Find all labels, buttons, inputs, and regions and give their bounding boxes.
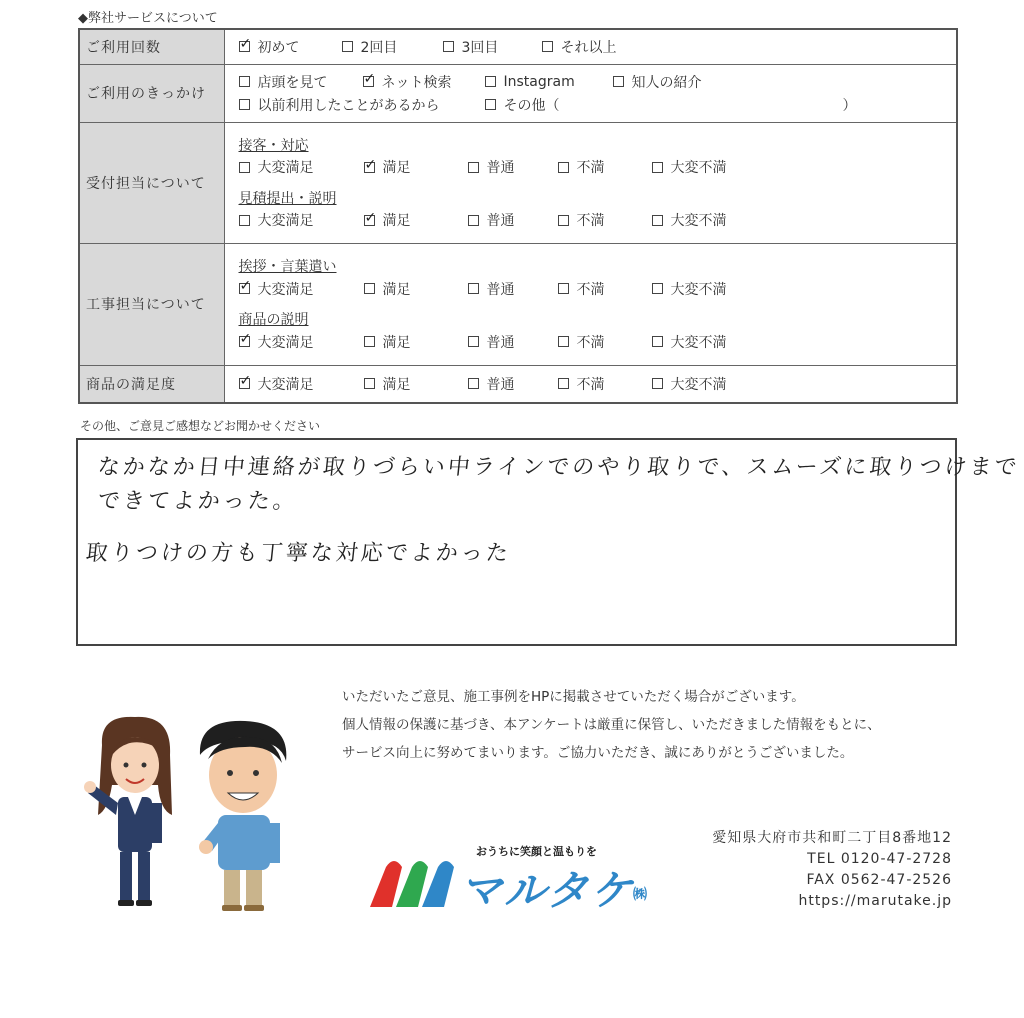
checkbox-icon[interactable]: [558, 215, 569, 226]
checkbox-option[interactable]: [364, 374, 468, 394]
checkbox-option[interactable]: [468, 157, 558, 177]
checkbox-option[interactable]: [364, 210, 468, 230]
construction-options: [224, 243, 957, 365]
checkbox-option[interactable]: [652, 279, 727, 299]
option-label: 2回目: [360, 39, 398, 56]
reception-options: [224, 122, 957, 243]
logo-suffix: ㈱: [633, 887, 647, 903]
option-label: 普通: [486, 376, 515, 393]
checkbox-icon[interactable]: [364, 336, 375, 347]
checked-box-icon[interactable]: [364, 162, 375, 173]
checkbox-option[interactable]: [239, 37, 342, 57]
checkbox-option[interactable]: [558, 210, 652, 230]
checkbox-option[interactable]: [239, 210, 364, 230]
checkbox-option[interactable]: [443, 37, 542, 57]
checkbox-icon[interactable]: [558, 378, 569, 389]
checked-box-icon[interactable]: [363, 76, 374, 87]
option-label: ネット検索: [381, 74, 452, 91]
checked-box-icon[interactable]: [364, 215, 375, 226]
checkbox-option[interactable]: [364, 279, 468, 299]
trigger-options: [224, 64, 957, 122]
checkbox-option[interactable]: [485, 95, 685, 115]
checkbox-option[interactable]: [239, 95, 485, 115]
option-label: 3回目: [461, 39, 499, 56]
checkbox-icon[interactable]: [239, 162, 250, 173]
sub-heading: 見積提出・説明: [238, 190, 337, 207]
option-label: 普通: [486, 281, 515, 298]
logo-name: マルタケ: [460, 867, 635, 914]
option-label: 満足: [382, 334, 411, 351]
checkbox-option[interactable]: [239, 72, 363, 92]
other-close-paren: ）: [842, 97, 857, 114]
man-character-icon: [199, 721, 286, 911]
product-row: [79, 365, 957, 403]
option-label: 普通: [486, 213, 515, 229]
row-label: ご利用回数: [79, 29, 224, 64]
option-label: 不満: [576, 376, 605, 393]
checkbox-option[interactable]: [652, 374, 727, 394]
comment-box: [76, 438, 1021, 646]
checkbox-option[interactable]: [558, 157, 652, 177]
address-line: 愛知県大府市共和町二丁目8番地12: [712, 830, 952, 846]
checkbox-option[interactable]: [239, 157, 364, 177]
product-options: [224, 365, 957, 403]
option-label: 不満: [576, 334, 605, 351]
option-label: 満足: [382, 160, 411, 176]
checkbox-icon[interactable]: [364, 378, 375, 389]
comment-label: その他、ご意見ご感想などお聞かせください: [80, 419, 321, 433]
checkbox-icon[interactable]: [468, 215, 479, 226]
checkbox-option[interactable]: [558, 279, 652, 299]
logo-m-icon: [370, 861, 454, 907]
option-label: 大変不満: [670, 281, 727, 298]
option-label: 不満: [576, 160, 605, 176]
row-label: 商品の満足度: [79, 365, 224, 403]
checkbox-icon[interactable]: [652, 283, 663, 294]
option-label: 大変不満: [670, 334, 727, 351]
checkbox-option[interactable]: [652, 210, 727, 230]
option-label: その他（: [503, 97, 560, 114]
notice-line: サービス向上に努めてまいります。ご協力いただき、誠にありがとうございました。: [342, 745, 854, 761]
sub-heading: 挨拶・言葉遣い: [238, 259, 337, 275]
survey-table: [78, 28, 958, 404]
option-label: 不満: [576, 213, 605, 229]
notice-text: [342, 683, 881, 767]
checkbox-option[interactable]: [613, 72, 733, 92]
checkbox-option[interactable]: [342, 37, 443, 57]
checkbox-option[interactable]: [363, 72, 485, 92]
option-label: 大変不満: [670, 213, 727, 229]
row-label: 受付担当について: [79, 122, 224, 243]
row-label: 工事担当について: [79, 243, 224, 365]
checkbox-option[interactable]: [239, 279, 364, 299]
notice-line: いただいたご意見、施工事例をHPに掲載させていただく場合がございます。: [342, 689, 805, 705]
option-label: それ以上: [560, 39, 617, 56]
woman-character-icon: [84, 717, 172, 906]
checkbox-option[interactable]: [468, 332, 558, 352]
option-label: 不満: [576, 281, 605, 298]
checked-box-icon[interactable]: [239, 283, 250, 294]
option-label: 大変満足: [257, 376, 314, 393]
construction-row: [79, 243, 957, 365]
checkbox-option[interactable]: [558, 374, 652, 394]
option-label: 初めて: [257, 39, 300, 56]
staff-illustration: [80, 715, 310, 915]
option-label: 大変満足: [257, 160, 314, 176]
comment-line: なかなか日中連絡が取りづらい中ラインでのやり取りで、スムーズに取りつけまで: [96, 455, 1021, 480]
tel: TEL 0120-47-2728: [807, 851, 952, 867]
option-label: 以前利用したことがあるから: [257, 97, 440, 114]
checkbox-icon[interactable]: [342, 41, 353, 52]
option-label: 満足: [382, 376, 411, 393]
checkbox-icon[interactable]: [468, 283, 479, 294]
checkbox-option[interactable]: [485, 74, 613, 90]
usage-count-options: [224, 29, 957, 64]
option-label: 満足: [382, 213, 411, 229]
logo-tagline: おうちに笑顔と温もりを: [476, 845, 597, 858]
checkbox-icon[interactable]: [468, 336, 479, 347]
checkbox-option[interactable]: [239, 374, 364, 394]
option-label: 大変満足: [257, 281, 314, 298]
checkbox-icon[interactable]: [485, 99, 496, 110]
checkbox-icon[interactable]: [239, 76, 250, 87]
checkbox-option[interactable]: [558, 332, 652, 352]
checkbox-icon[interactable]: [468, 162, 479, 173]
checkbox-icon[interactable]: [443, 41, 454, 52]
checkbox-icon[interactable]: [239, 99, 250, 110]
checkbox-icon[interactable]: [558, 283, 569, 294]
checkbox-icon[interactable]: [652, 378, 663, 389]
checkbox-icon[interactable]: [613, 76, 624, 87]
checked-box-icon[interactable]: [239, 378, 250, 389]
checkbox-icon[interactable]: [542, 41, 553, 52]
checkbox-option[interactable]: [652, 157, 727, 177]
section-title: ◆弊社サービスについて: [78, 11, 218, 26]
checkbox-icon[interactable]: [364, 283, 375, 294]
checkbox-icon[interactable]: [558, 162, 569, 173]
checkbox-icon[interactable]: [558, 336, 569, 347]
checkbox-icon[interactable]: [652, 162, 663, 173]
row-label: ご利用のきっかけ: [79, 64, 224, 122]
reception-row: [79, 122, 957, 243]
company-address: [712, 828, 952, 912]
checkbox-option[interactable]: [364, 332, 468, 352]
option-label: Instagram: [503, 73, 575, 90]
checkbox-option[interactable]: [542, 37, 652, 57]
checkbox-option[interactable]: [468, 210, 558, 230]
option-label: 知人の紹介: [631, 74, 702, 91]
trigger-row: [79, 64, 957, 122]
checkbox-icon[interactable]: [485, 76, 496, 87]
checkbox-option[interactable]: [364, 157, 468, 177]
checkbox-option[interactable]: [468, 374, 558, 394]
website-link[interactable]: https://marutake.jp: [798, 893, 952, 909]
option-label: 大変満足: [257, 334, 314, 351]
checkbox-icon[interactable]: [468, 378, 479, 389]
checkbox-option[interactable]: [239, 332, 364, 352]
checked-box-icon[interactable]: [239, 336, 250, 347]
option-label: 店頭を見て: [257, 74, 328, 91]
option-label: 大変満足: [257, 213, 314, 229]
option-label: 大変不満: [670, 160, 727, 176]
option-label: 普通: [486, 334, 515, 351]
notice-line: 個人情報の保護に基づき、本アンケートは厳重に保管し、いただきました情報をもとに、: [342, 717, 881, 733]
option-label: 満足: [382, 281, 411, 298]
option-label: 大変不満: [670, 376, 727, 393]
checkbox-icon[interactable]: [652, 336, 663, 347]
sub-heading: 接客・対応: [238, 137, 309, 154]
checkbox-icon[interactable]: [652, 215, 663, 226]
fax: FAX 0562-47-2526: [806, 872, 952, 888]
checkbox-option[interactable]: [652, 332, 727, 352]
sub-heading: 商品の説明: [238, 312, 309, 328]
checkbox-option[interactable]: [468, 279, 558, 299]
comment-line: 取りつけの方も丁寧な対応でよかった: [84, 541, 513, 566]
option-label: 普通: [486, 160, 515, 176]
checkbox-icon[interactable]: [239, 215, 250, 226]
comment-line: できてよかった。: [96, 489, 300, 514]
usage-count-row: [79, 29, 957, 64]
checked-box-icon[interactable]: [239, 41, 250, 52]
